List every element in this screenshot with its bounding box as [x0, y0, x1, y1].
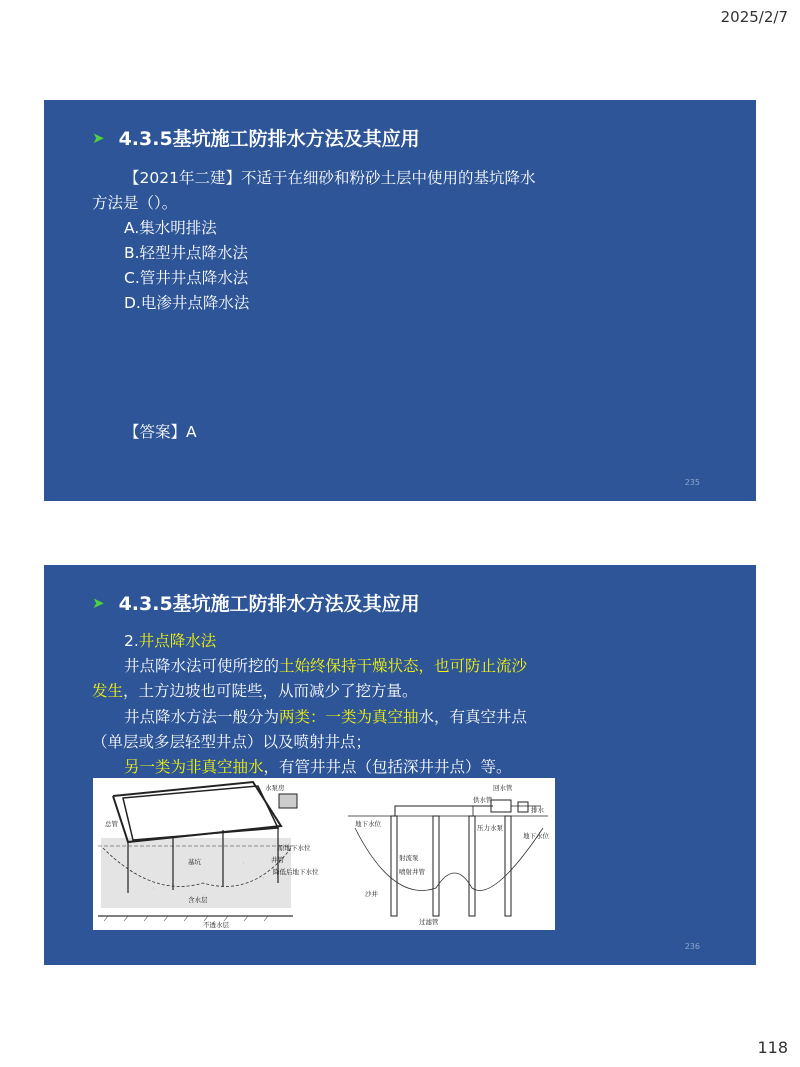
slide-number: 235: [684, 478, 700, 487]
impermeable-hatch: [104, 916, 268, 921]
highlight-span: 另一类为非真空抽水: [124, 758, 264, 776]
arrow-bullet-icon: ➤: [92, 593, 105, 612]
highlight-span: 发生: [92, 682, 124, 700]
slide-title-text: 4.3.5基坑施工防排水方法及其应用: [118, 593, 420, 615]
option-c: C.管井井点降水法: [124, 269, 249, 287]
option-b: B.轻型井点降水法: [124, 244, 249, 262]
print-date: 2025/2/7: [720, 8, 788, 26]
paragraph-3: [124, 755, 512, 777]
well-point-diagram: [93, 778, 555, 930]
answer: 【答案】A: [124, 423, 197, 441]
slide-title: [92, 124, 420, 151]
label-pit: 基坑: [188, 858, 201, 866]
question-line-2: 方法是（）。: [92, 194, 178, 212]
label-well-tube: 井管: [271, 856, 284, 864]
label-aquifer: 含水层: [188, 896, 208, 904]
label-lowered-water-table: 降低后地下水位: [273, 868, 319, 876]
label-filter-pipe: 过滤管: [419, 918, 439, 926]
slide-title: [92, 589, 420, 616]
page-number: 118: [757, 1038, 788, 1057]
label-original-water-table: 原地下水位: [278, 844, 311, 852]
label-return-pipe: 回水管: [493, 784, 513, 792]
slide-number: 236: [684, 942, 700, 951]
label-drain: 排水: [531, 806, 544, 814]
left-excavation-figure: [98, 782, 319, 929]
depression-curve: [355, 828, 543, 891]
water-tank: [491, 800, 511, 812]
heading-highlight: 井点降水法: [138, 632, 217, 650]
label-sand-well: 沙井: [365, 890, 378, 898]
paragraph-2-line-2: （单层或多层轻型井点）以及喷射井点；: [92, 733, 372, 751]
paragraph-2-line-1: [124, 705, 527, 727]
text-span: 井点降水法可使所挖的: [124, 657, 280, 675]
paragraph-1-line-2: [92, 679, 418, 701]
label-water-table-left: 地下水位: [355, 820, 381, 828]
text-span: ，土方边坡也可陡些，从而减少了挖方量。: [123, 682, 418, 700]
excavation-pit: [123, 786, 278, 840]
pump-house: [279, 794, 297, 808]
label-impermeable-layer: 不透水层: [203, 921, 229, 929]
slide-235: [44, 100, 756, 501]
question-line-1: 【2021年二建】不适于在细砂和粉砂土层中使用的基坑降水: [124, 169, 536, 187]
option-a: A.集水明排法: [124, 219, 217, 237]
arrow-bullet-icon: ➤: [92, 128, 105, 147]
right-jet-well-figure: [348, 783, 550, 926]
pump: [518, 802, 528, 812]
section-heading: [124, 629, 216, 651]
slide-title-text: 4.3.5基坑施工防排水方法及其应用: [118, 128, 420, 150]
label-water-table-right: 地下水位: [523, 832, 549, 840]
text-span: 水，有真空井点: [418, 708, 528, 726]
heading-prefix: 2.: [124, 632, 139, 650]
label-header-pipe: 总管: [105, 820, 118, 828]
highlight-span: 两类：一类为真空抽: [279, 708, 419, 726]
text-span: 井点降水方法一般分为: [124, 708, 280, 726]
highlight-span: 土始终保持干燥状态，也可防止流沙: [279, 657, 528, 675]
text-span: ，有管井井点（包括深井井点）等。: [263, 758, 512, 776]
label-supply-pipe: 供水管: [473, 796, 493, 804]
label-jet-well-pipe: 喷射井管: [399, 868, 425, 876]
label-jet-pump: 射流泵: [399, 854, 419, 862]
option-d: D.电渗井点降水法: [124, 294, 250, 312]
paragraph-1-line-1: [124, 654, 527, 676]
label-pressure-pump: 压力水泵: [477, 824, 503, 832]
label-pump-house: 水泵房: [265, 784, 285, 792]
return-pipe: [395, 806, 493, 816]
slide-236: [44, 565, 756, 965]
